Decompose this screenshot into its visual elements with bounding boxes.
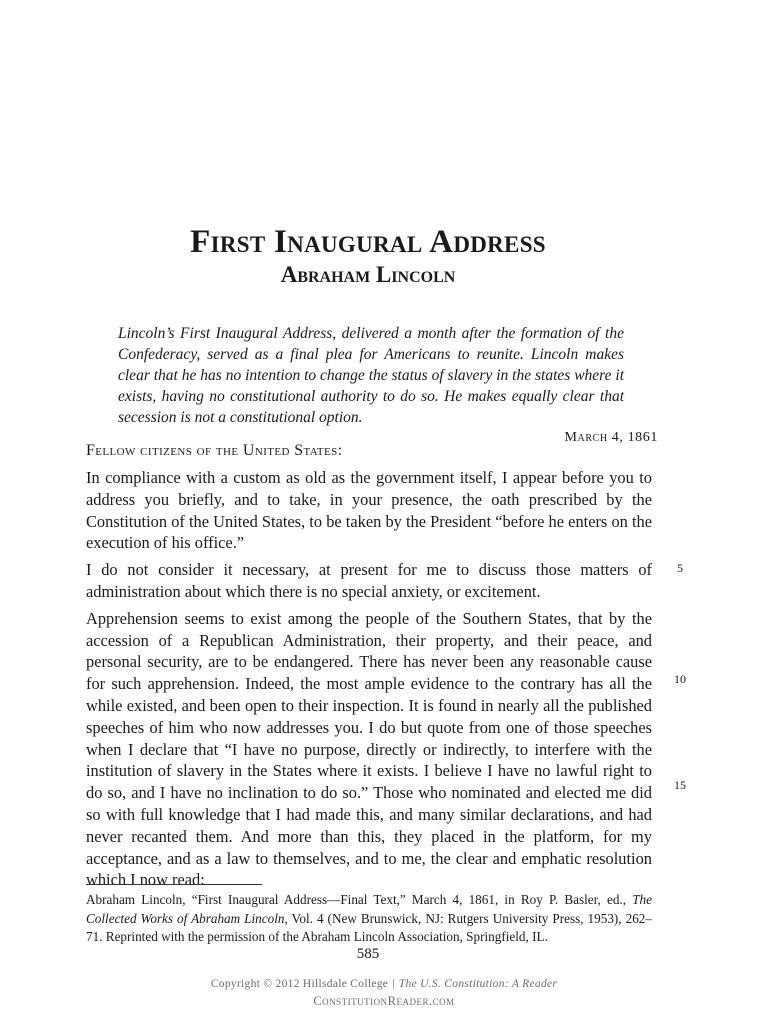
- speech-body: [86, 467, 652, 896]
- speech-paragraph: Apprehension seems to exist among the people of the Southern States, that by the accession of a Republican Administration, their property, and their peace, and personal security, are to be endangered. There has never been any reasonable cause for such apprehension. Indeed, the most ample evidence to the contrary has all the while existed, and been open to their inspection. It is found in nearly all the published speeches of him who now addresses you. I do but quote from one of those speeches when I declare that “I have no purpose, directly or indirectly, to interfere with the institution of slavery in the States where it exists. I believe I have no lawful right to do so, and I have no inclination to do so.” Those who nominated and elected me did so with full knowledge that I had made this, and many similar declarations, and had never recanted them. And more than this, they placed in the platform, for my acceptance, and as a law to themselves, and to me, the clear and emphatic resolution which I now read:: [86, 608, 652, 890]
- footer-separator: |: [392, 978, 395, 990]
- footnote-rule: [86, 884, 262, 885]
- speech-paragraph: I do not consider it necessary, at present for me to discuss those matters of administration about which there is no special anxiety, or excitement.: [86, 560, 652, 601]
- page-number: 585: [356, 946, 380, 962]
- copyright-text: Copyright © 2012 Hillsdale College: [210, 978, 389, 990]
- line-number: 10: [674, 672, 686, 686]
- intro-paragraph: Lincoln’s First Inaugural Address, delivered a month after the formation of the Confederacy, served as a final plea for Americans to reunite. Lincoln makes clear that he has no intention to change the status of slavery in the states where it exists, having no constitutional authority to do so. He makes equally clear that secession is not a constitutional option.: [118, 325, 624, 426]
- address-date: March 4, 1861: [564, 430, 658, 445]
- footnote: [86, 891, 652, 947]
- copyright-line: [0, 978, 768, 990]
- salutation: Fellow citizens of the United States:: [86, 442, 343, 459]
- document-title: First Inaugural Address: [190, 224, 546, 260]
- line-number: 15: [674, 778, 686, 792]
- footer-book-title: The U.S. Constitution: A Reader: [398, 978, 558, 990]
- speech-paragraph: In compliance with a custom as old as the government itself, I appear before you to address you briefly, and to take, in your presence, the oath prescribed by the Constitution of the United States, to be taken by the President “before he enters on the execution of his office.”: [86, 468, 652, 553]
- line-number: 5: [677, 561, 683, 575]
- footnote-book-title: The Collected Works of Abraham Lincoln: [86, 892, 652, 926]
- footnote-text: Abraham Lincoln, “First Inaugural Address—Final Text,” March 4, 1861, in Roy P. Basler, ed.,: [86, 892, 633, 907]
- document-author: Abraham Lincoln: [280, 262, 456, 287]
- website-link[interactable]: ConstitutionReader.com: [313, 994, 455, 1008]
- footnote-text: , Vol. 4 (New Brunswick, NJ: Rutgers University Press, 1953), 262–71. Reprinted with the permission of the Abraham Lincoln Association, Springfield, IL.: [86, 910, 652, 944]
